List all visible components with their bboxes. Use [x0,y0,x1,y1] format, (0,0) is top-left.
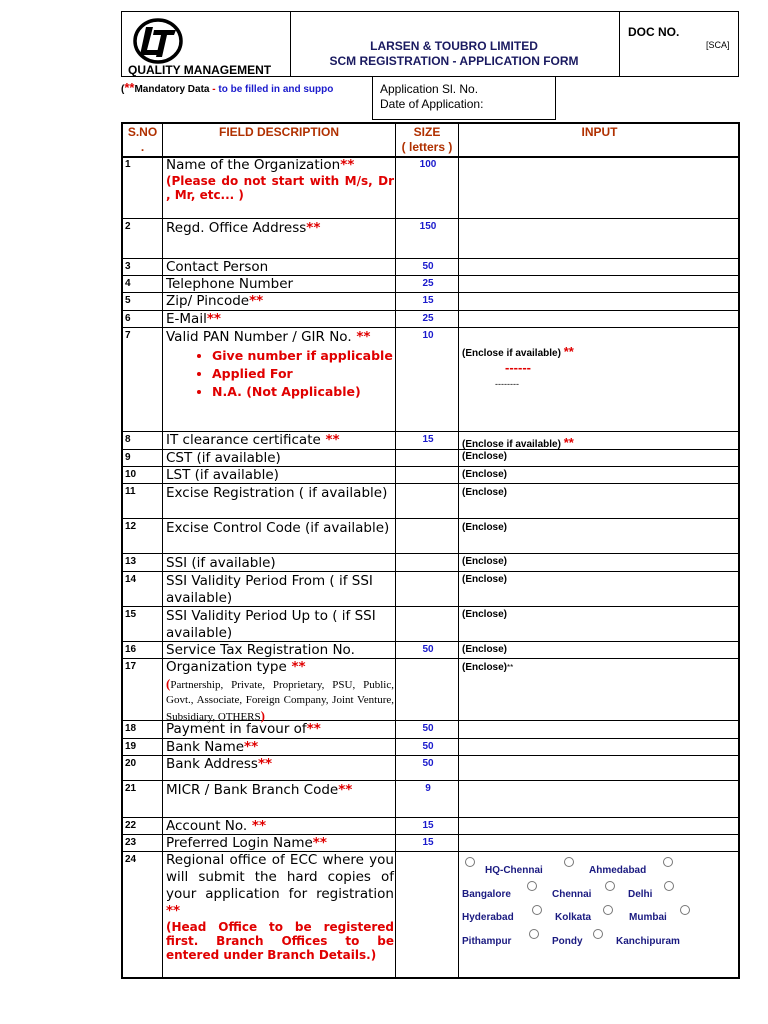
row-number: 17 [125,661,137,672]
row-number: 14 [125,574,137,585]
row-number: 21 [125,783,137,794]
header-divider [290,12,291,76]
radio-kolkata[interactable] [532,905,542,915]
column-divider [162,124,163,977]
lt-logo-icon [132,16,184,68]
office-label: Ahmedabad [589,865,647,876]
field-size: 15 [422,837,434,848]
field-description: Contact Person [166,259,269,275]
row-number: 20 [125,758,137,769]
row-number: 19 [125,741,137,752]
row-number: 2 [125,221,131,232]
column-header-field: FIELD DESCRIPTION [218,125,339,139]
row-number: 12 [125,521,137,532]
field-description: Service Tax Registration No. [166,642,355,658]
radio-delhi[interactable] [605,881,615,891]
field-size: 100 [419,159,437,170]
field-input-dash: ------ [505,360,531,375]
field-size: 50 [422,261,434,272]
company-name: LARSEN & TOUBRO LIMITED [370,39,538,53]
field-input-note: (Enclose) [462,574,508,585]
row-number: 10 [125,469,137,480]
row-number: 16 [125,644,137,655]
field-input-note: (Enclose) [462,522,508,533]
radio-bangalore[interactable] [663,857,673,867]
row-number: 4 [125,278,131,289]
column-header-sno: S.NO . [127,125,158,154]
office-label: HQ-Chennai [485,865,543,876]
row-number: 11 [125,486,136,497]
row-divider [123,518,738,519]
column-header-size: SIZE ( letters ) [401,125,453,154]
list-item: • Give number if applicable [212,348,394,363]
row-number: 3 [125,261,131,272]
mandatory-note: (**Mandatory Data - to be filled in and suppo [121,80,334,95]
field-description: E-Mail** [166,311,221,327]
field-description: Zip/ Pincode** [166,293,264,309]
field-input-note: (Enclose) [462,609,508,620]
field-description: Valid PAN Number / GIR No. ** • Give number if applicable • Applied For • N.A. (Not Applicable) [166,329,394,402]
quality-management-label: QUALITY MANAGEMENT [128,63,272,77]
field-description: LST (if available) [166,467,279,483]
radio-kanchipuram[interactable] [593,929,603,939]
row-number: 24 [125,854,137,865]
office-label: Bangalore [462,889,511,900]
registration-table [121,122,740,979]
field-size: 50 [422,758,434,769]
field-description: SSI (if available) [166,555,276,571]
field-description: Bank Name** [166,739,259,755]
field-size: 50 [422,741,434,752]
form-header [121,11,739,77]
radio-chennai[interactable] [527,881,537,891]
radio-pondy[interactable] [529,929,539,939]
office-label: Chennai [552,889,592,900]
field-size: 15 [422,820,434,831]
form-title: SCM REGISTRATION - APPLICATION FORM [329,54,579,68]
field-size: 50 [422,723,434,734]
field-size: 150 [419,221,437,232]
row-number: 1 [125,159,131,170]
doc-code: [SCA] [706,40,730,50]
field-description: Regd. Office Address** [166,220,321,236]
field-input-dash: -------- [495,379,519,389]
field-description: Organization type ** (Partnership, Private, Proprietary, PSU, Public, Govt., Associate, Foreign Company, Joint Venture, Subsidiary, OTHERS) [166,659,394,723]
field-description: MICR / Bank Branch Code** [166,782,353,798]
row-number: 23 [125,837,137,848]
doc-no-label: DOC NO. [628,25,680,39]
field-size: 9 [425,783,431,794]
field-input-note: (Enclose) [462,451,508,462]
field-input-note: (Enclose)** [462,662,514,673]
field-description: Excise Control Code (if available) [166,520,390,536]
radio-pithampur[interactable] [680,905,690,915]
office-label: Kolkata [555,912,592,923]
header-divider [619,12,620,76]
field-description: CST (if available) [166,450,281,466]
field-description: Excise Registration ( if available) [166,485,388,501]
field-input-note: (Enclose if available) ** [462,435,574,450]
row-number: 7 [125,330,131,341]
field-input-note: (Enclose) [462,644,508,655]
row-number: 15 [125,609,137,620]
field-description: SSI Validity Period From ( if SSI available) [166,573,373,606]
field-input-note: (Enclose) [462,556,508,567]
radio-hyderabad[interactable] [664,881,674,891]
field-description: SSI Validity Period Up to ( if SSI available) [166,608,376,641]
row-divider [123,553,738,554]
list-item: • Applied For [212,366,394,381]
field-description: Regional office of ECC where you will submit the hard copies of your application for registration ** (Head Office to be registered first. Branch Offices to be entered under Branch Details.) [166,852,394,962]
field-size: 25 [422,313,434,324]
field-size: 50 [422,644,434,655]
list-item: • N.A. (Not Applicable) [212,384,394,399]
field-input-note: (Enclose if available) ** [462,344,574,359]
column-divider [395,124,396,977]
row-number: 18 [125,723,137,734]
application-box [372,76,556,120]
application-sl-no: Application Sl. No. [380,82,479,96]
column-divider [458,124,459,977]
field-input-note: (Enclose) [462,487,508,498]
office-label: Delhi [628,889,653,900]
row-divider [123,218,738,219]
radio-mumbai[interactable] [603,905,613,915]
pan-options-list [166,348,394,399]
field-description: IT clearance certificate ** [166,432,340,448]
office-label: Kanchipuram [616,936,680,947]
row-number: 5 [125,295,131,306]
field-size: 15 [422,295,434,306]
row-divider [123,780,738,781]
office-label: Mumbai [629,912,667,923]
radio-ahmedabad[interactable] [564,857,574,867]
field-description: Telephone Number [166,276,294,292]
office-label: Pithampur [462,936,512,947]
field-description: Name of the Organization** (Please do not start with M/s, Dr , Mr, etc... ) [166,157,394,202]
office-label: Hyderabad [462,912,514,923]
field-size: 25 [422,278,434,289]
row-number: 8 [125,434,131,445]
row-number: 6 [125,313,131,324]
office-label: Pondy [552,936,583,947]
field-size: 15 [422,434,434,445]
row-number: 22 [125,820,137,831]
organization-type-options: (Partnership, Private, Proprietary, PSU, Public, Govt., Associate, Foreign Company, Joint Venture, Subsidiary, OTHERS) [166,676,394,723]
field-description: Payment in favour of** [166,721,321,737]
row-number: 9 [125,452,131,463]
application-date: Date of Application: [380,97,484,111]
field-description: Bank Address** [166,756,273,772]
field-size: 10 [422,330,434,341]
field-input-note: (Enclose) [462,469,508,480]
field-description: Account No. ** [166,818,267,834]
radio-hq-chennai[interactable] [465,857,475,867]
field-description: Preferred Login Name** [166,835,327,851]
column-header-input: INPUT [581,125,618,139]
row-number: 13 [125,556,137,567]
